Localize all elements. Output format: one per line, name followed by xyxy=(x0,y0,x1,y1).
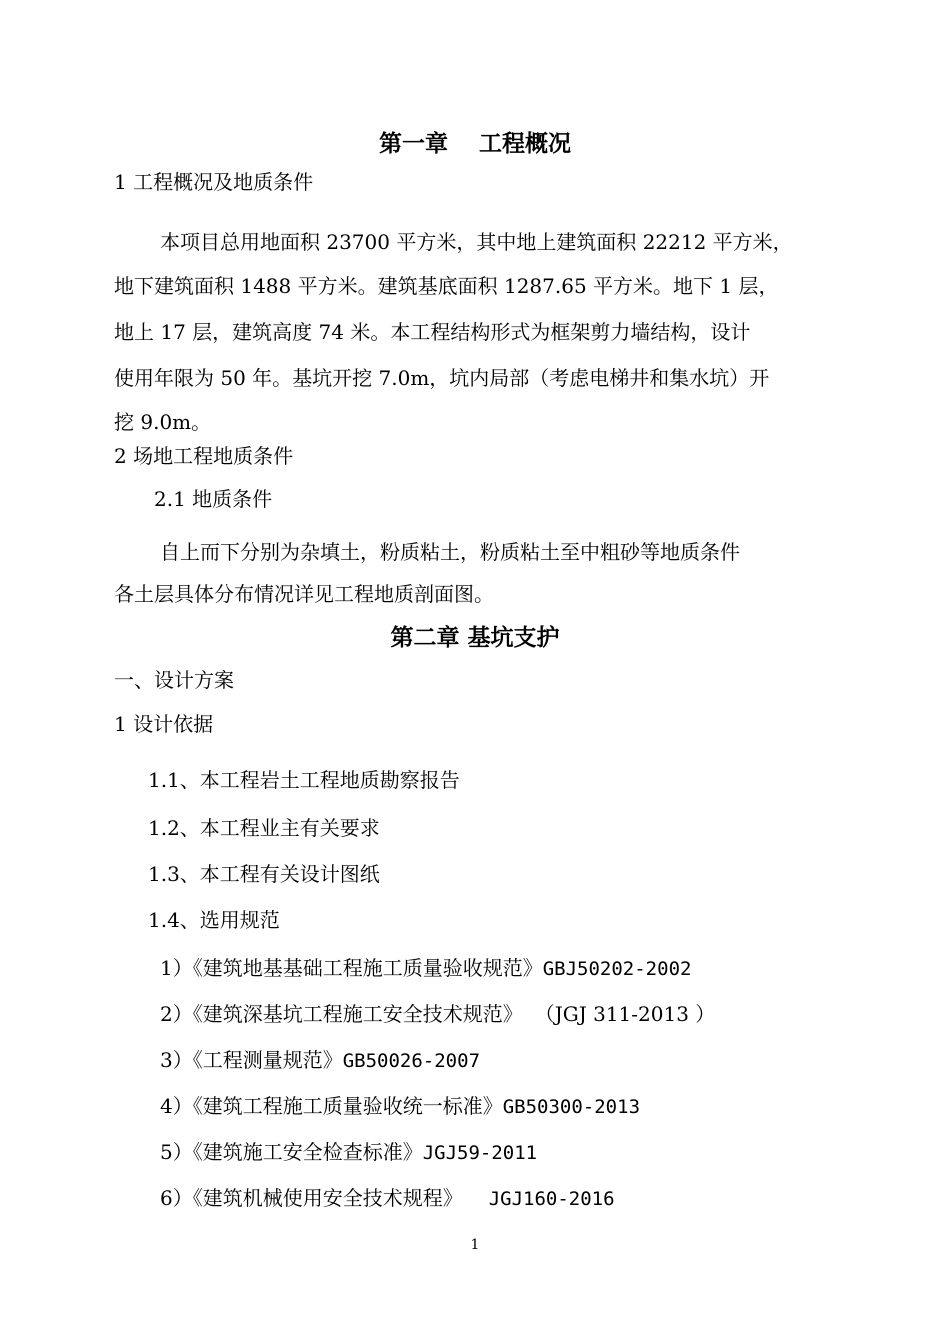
section2-heading: 2 场地工程地质条件 xyxy=(114,444,294,468)
design-plan-heading: 一、设计方案 xyxy=(114,668,234,692)
para2-line1: 自上而下分别为杂填土，粉质粘土，粉质粘土至中粗砂等地质条件 xyxy=(160,540,740,564)
standard-code: JGJ59-2011 xyxy=(422,1142,538,1164)
standard-name: 2）《建筑深基坑工程施工安全技术规范》 xyxy=(160,1002,523,1026)
section2-1-heading: 2.1 地质条件 xyxy=(154,487,273,511)
standard-name: 5）《建筑施工安全检查标准》 xyxy=(160,1140,423,1164)
standard-item xyxy=(160,1138,537,1167)
para1-line4: 使用年限为 50 年。基坑开挖 7.0m，坑内局部（考虑电梯井和集水坑）开 xyxy=(114,366,770,390)
basis-item-4: 1.4、选用规范 xyxy=(148,908,280,932)
standard-item xyxy=(160,1092,640,1121)
standard-item xyxy=(160,1184,615,1213)
standard-code: GBJ50202-2002 xyxy=(542,958,692,980)
standard-name: 6）《建筑机械使用安全技术规程》 xyxy=(160,1186,463,1210)
para1-line3: 地上 17 层，建筑高度 74 米。本工程结构形式为框架剪力墙结构，设计 xyxy=(114,320,751,344)
chapter2-title: 第二章 基坑支护 xyxy=(390,624,560,651)
chapter1-title: 第一章 工程概况 xyxy=(378,130,571,157)
basis-item-3: 1.3、本工程有关设计图纸 xyxy=(148,862,380,886)
standard-name: 3）《工程测量规范》 xyxy=(160,1048,343,1072)
standard-code: JGJ160-2016 xyxy=(488,1188,615,1210)
basis-item-1: 1.1、本工程岩土工程地质勘察报告 xyxy=(148,768,460,792)
standard-item xyxy=(160,954,691,983)
para2-line2: 各土层具体分布情况详见工程地质剖面图。 xyxy=(114,582,494,606)
para1-line2: 地下建筑面积 1488 平方米。建筑基底面积 1287.65 平方米。地下 1 层， xyxy=(114,274,779,298)
standard-name: 1）《建筑地基基础工程施工质量验收规范》 xyxy=(160,956,543,980)
page-number: 1 xyxy=(470,1237,480,1253)
basis-item-2: 1.2、本工程业主有关要求 xyxy=(148,816,380,840)
standard-code: GB50300-2013 xyxy=(502,1096,641,1118)
section1-heading: 1 工程概况及地质条件 xyxy=(114,170,314,194)
para1-line1: 本项目总用地面积 23700 平方米，其中地上建筑面积 22212 平方米， xyxy=(160,230,793,254)
design-basis-heading: 1 设计依据 xyxy=(114,712,214,736)
standard-code: GB50026-2007 xyxy=(342,1050,481,1072)
standard-name: 4）《建筑工程施工质量验收统一标准》 xyxy=(160,1094,503,1118)
standard-item xyxy=(160,1000,715,1028)
standard-item xyxy=(160,1046,480,1075)
para1-line5: 挖 9.0m。 xyxy=(114,410,212,434)
standard-code: （JGJ 311-2013 ） xyxy=(544,1002,716,1026)
